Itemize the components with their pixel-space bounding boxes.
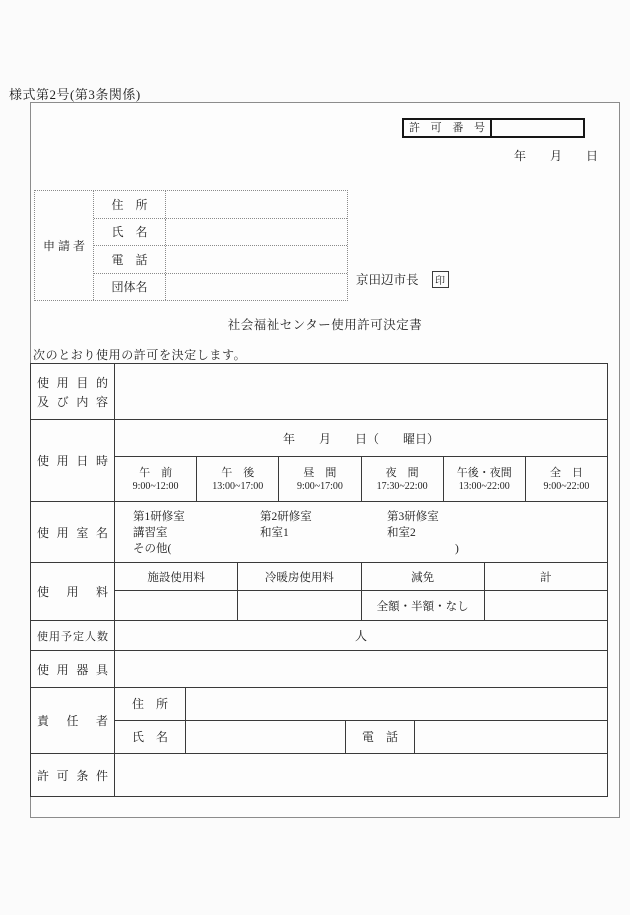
time-slot-daytime[interactable]: [279, 457, 361, 501]
responsible-label: [31, 688, 115, 753]
time-slot-name: 午後・夜間: [456, 466, 512, 479]
time-slot-morning[interactable]: [115, 457, 197, 501]
intro-sentence: 次のとおり使用の許可を決定します。: [33, 348, 247, 362]
responsible-address-row: [115, 688, 607, 721]
people-label-text: 使用予定人数: [37, 630, 108, 643]
applicant-phone-field[interactable]: [166, 246, 347, 273]
rooms-line-2: [133, 525, 607, 541]
applicant-row-phone: [94, 246, 347, 274]
room-option[interactable]: 第3研修室: [387, 511, 439, 523]
responsible-phone-field[interactable]: [415, 721, 607, 754]
fee-header-hvac: 冷暖房使用料: [238, 563, 361, 590]
fee-value-row: [115, 591, 607, 620]
row-conditions: [31, 754, 607, 796]
equipment-field[interactable]: [115, 651, 607, 687]
row-people: [31, 621, 607, 651]
time-slot-all-day[interactable]: [526, 457, 607, 501]
datetime-label-text: 使 用 日 時: [37, 454, 108, 468]
datetime-date-field[interactable]: 年 月 日（ 曜日）: [115, 420, 607, 457]
applicant-address-field[interactable]: [166, 191, 347, 218]
fee-header-reduction: 減免: [362, 563, 485, 590]
fee-header-facility: 施設使用料: [115, 563, 238, 590]
purpose-label-line2: 及 び 内 容: [37, 394, 108, 409]
responsible-phone-label: 電 話: [346, 721, 415, 754]
applicant-name-label: 氏 名: [94, 219, 166, 246]
permit-number-box: [402, 118, 585, 138]
time-slot-hours: 13:00~22:00: [458, 480, 510, 492]
document-frame: [30, 102, 620, 818]
fee-header-row: [115, 563, 607, 591]
time-slot-hours: 17:30~22:00: [376, 480, 428, 492]
seal-mark: 印: [432, 271, 449, 288]
time-slot-hours: 9:00~17:00: [296, 480, 343, 492]
applicant-phone-label: 電 話: [94, 246, 166, 273]
time-slot-afternoon-evening[interactable]: [444, 457, 526, 501]
datetime-label: [31, 420, 115, 501]
rooms-label-text: 使 用 室 名: [37, 525, 108, 540]
applicant-organization-field[interactable]: [166, 274, 347, 301]
time-slot-hours: 13:00~17:00: [212, 480, 264, 492]
room-other-close: ): [455, 543, 459, 555]
fee-total-field[interactable]: [485, 591, 607, 620]
time-slot-evening[interactable]: [362, 457, 444, 501]
applicant-group-label: 申 請 者: [35, 191, 94, 300]
time-slot-afternoon[interactable]: [197, 457, 279, 501]
rooms-content: [115, 502, 607, 562]
fee-hvac-field[interactable]: [238, 591, 361, 620]
permit-number-label: 許 可 番 号: [404, 120, 492, 136]
row-responsible: [31, 688, 607, 754]
equipment-label-text: 使 用 器 具: [37, 662, 108, 677]
responsible-address-label: 住 所: [115, 688, 186, 720]
people-count-field[interactable]: 人: [354, 629, 367, 643]
conditions-field[interactable]: [115, 754, 607, 796]
room-option[interactable]: 和室2: [387, 527, 416, 539]
time-slot-name: 全 日: [549, 466, 583, 479]
applicant-row-address: [94, 191, 347, 219]
row-equipment: [31, 651, 607, 688]
people-label: [31, 621, 115, 650]
fees-content: [115, 563, 607, 620]
applicant-address-label: 住 所: [94, 191, 166, 218]
row-rooms: [31, 502, 607, 563]
time-slot-hours: 9:00~22:00: [543, 480, 590, 492]
row-fees: [31, 563, 607, 621]
responsible-name-field[interactable]: [186, 721, 346, 754]
row-purpose: [31, 364, 607, 420]
applicant-rows: [94, 191, 347, 300]
room-option[interactable]: 第2研修室: [260, 511, 312, 523]
applicant-table: [34, 190, 348, 301]
responsible-address-field[interactable]: [186, 688, 607, 720]
conditions-label: [31, 754, 115, 796]
room-other-open[interactable]: その他(: [133, 543, 172, 555]
applicant-row-name: [94, 219, 347, 247]
rooms-line-1: [133, 509, 607, 525]
fee-facility-field[interactable]: [115, 591, 238, 620]
responsible-name-label: 氏 名: [115, 721, 186, 754]
issue-date-line: 年 月 日: [513, 149, 598, 163]
fees-label: [31, 563, 115, 620]
datetime-content: [115, 420, 607, 501]
purpose-label-line1: 使 用 目 的: [37, 375, 108, 390]
time-slot-row: [115, 457, 607, 501]
time-slot-name: 午 後: [221, 466, 255, 479]
rooms-label: [31, 502, 115, 562]
conditions-label-text: 許 可 条 件: [37, 768, 108, 783]
document-title: 社会福祉センター使用許可決定書: [227, 318, 423, 332]
applicant-organization-label: 団体名: [94, 274, 166, 301]
mayor-line: [356, 270, 449, 288]
mayor-name: 京田辺市長: [356, 273, 419, 287]
responsible-label-text: 責 任 者: [37, 714, 108, 728]
time-slot-hours: 9:00~12:00: [132, 480, 179, 492]
room-option[interactable]: 第1研修室: [133, 511, 185, 523]
equipment-label: [31, 651, 115, 687]
room-option[interactable]: 講習室: [133, 527, 168, 539]
room-option[interactable]: 和室1: [260, 527, 289, 539]
applicant-name-field[interactable]: [166, 219, 347, 246]
form-number: 様式第2号(第3条関係): [9, 87, 141, 102]
responsible-name-row: [115, 721, 607, 754]
decision-table: [30, 363, 608, 797]
fee-reduction-options[interactable]: 全額・半額・なし: [362, 591, 485, 620]
row-datetime: [31, 420, 607, 502]
fee-header-total: 計: [540, 571, 552, 584]
time-slot-name: 夜 間: [385, 466, 419, 479]
rooms-line-other: [133, 541, 607, 557]
responsible-content: [115, 688, 607, 753]
fees-label-text: 使 用 料: [37, 585, 108, 599]
applicant-row-organization: [94, 274, 347, 301]
purpose-field[interactable]: [115, 364, 607, 419]
time-slot-name: 昼 間: [303, 466, 337, 479]
time-slot-name: 午 前: [139, 466, 173, 479]
purpose-label: [31, 364, 115, 419]
permit-number-field[interactable]: [492, 120, 583, 136]
